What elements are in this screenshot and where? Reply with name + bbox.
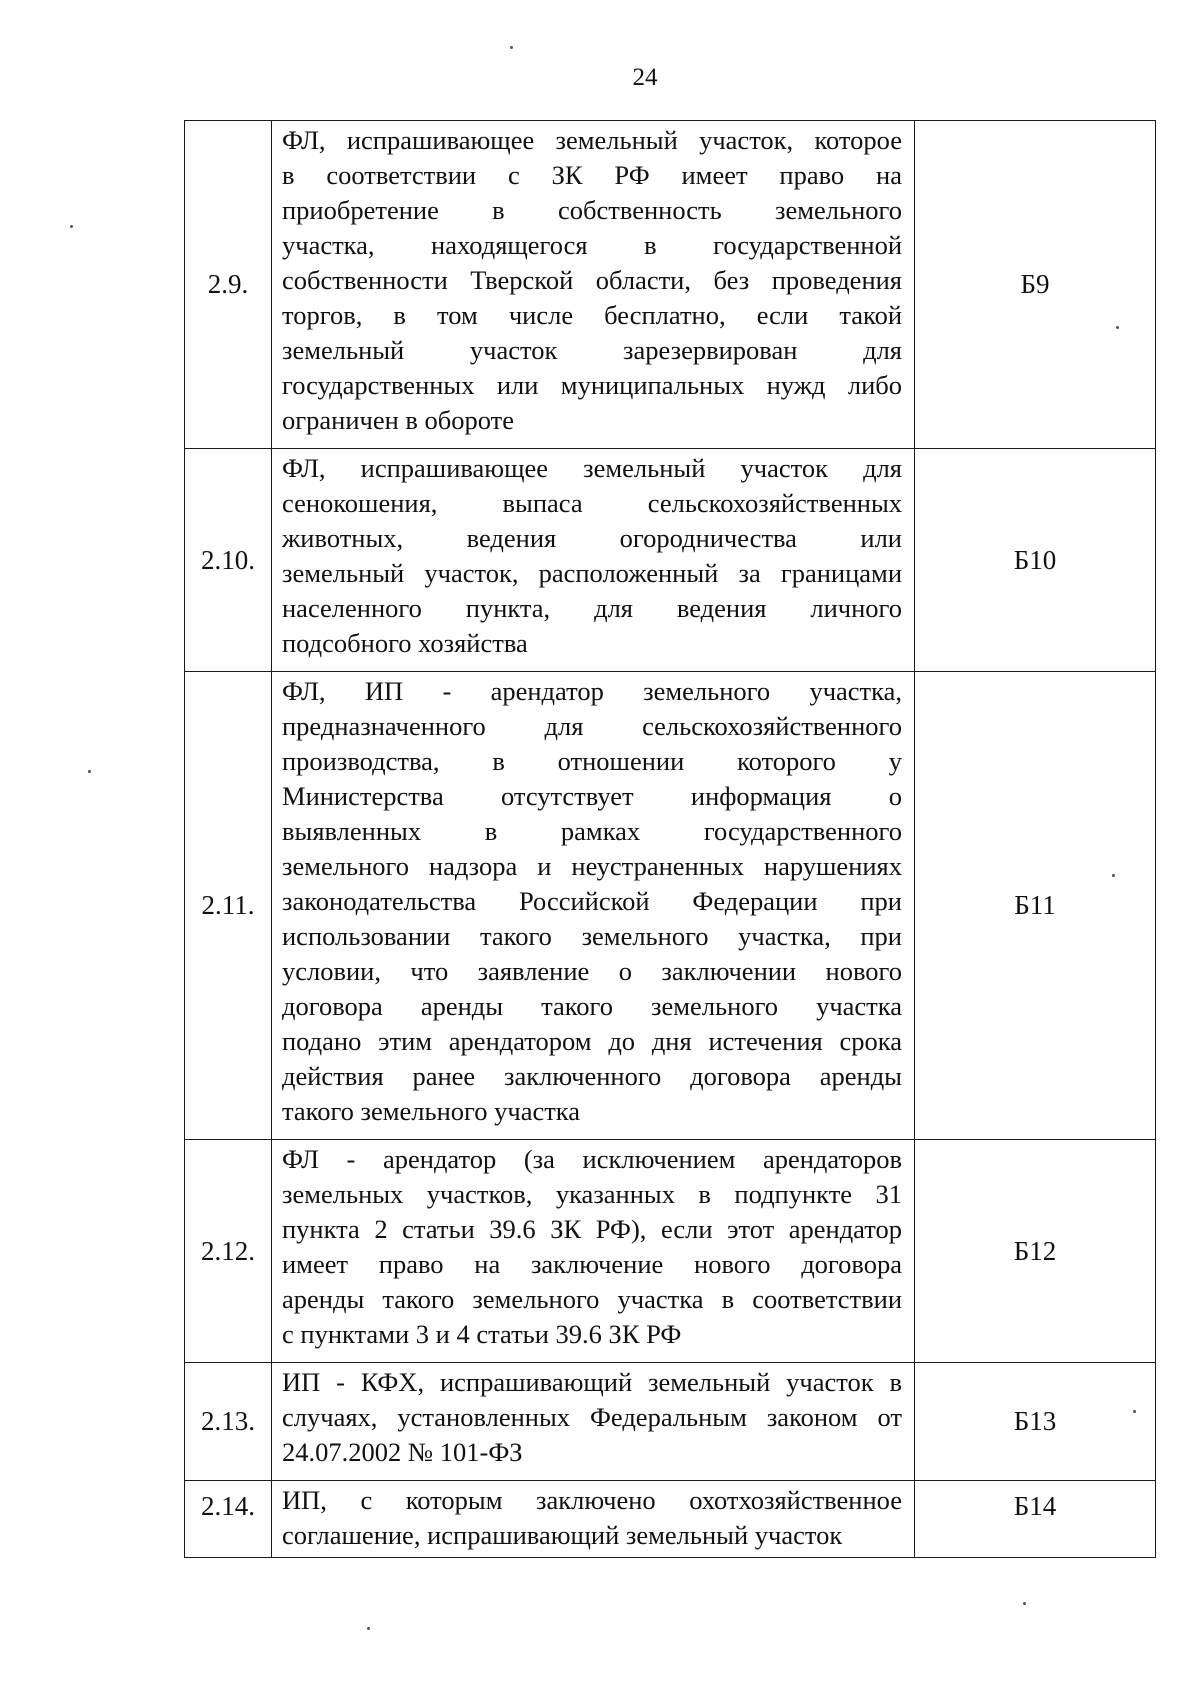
table-row bbox=[185, 121, 1156, 449]
description-line: ИП, с которым заключено охотхозяйственное bbox=[282, 1485, 902, 1515]
row-number: 2.9. bbox=[185, 121, 272, 449]
scan-speck bbox=[1116, 326, 1119, 329]
description-line: собственности Тверской области, без проведения bbox=[282, 265, 902, 295]
description-line: земельного надзора и неустраненных нарушениях bbox=[282, 851, 902, 881]
row-number: 2.11. bbox=[185, 672, 272, 1140]
scan-speck bbox=[510, 46, 513, 49]
description-line: предназначенного для сельскохозяйственного bbox=[282, 711, 902, 741]
table-row bbox=[185, 1363, 1156, 1481]
document-table bbox=[184, 120, 1156, 1558]
table-row bbox=[185, 1481, 1156, 1558]
row-number: 2.10. bbox=[185, 449, 272, 672]
description-line: ФЛ - арендатор (за исключением арендаторов bbox=[282, 1144, 902, 1174]
row-code: Б14 bbox=[915, 1481, 1156, 1558]
description-line: торгов, в том числе бесплатно, если такой bbox=[282, 300, 902, 330]
description-line: приобретение в собственность земельного bbox=[282, 195, 902, 225]
description-line: ФЛ, ИП - арендатор земельного участка, bbox=[282, 676, 902, 706]
description-line: 24.07.2002 № 101-ФЗ bbox=[282, 1437, 523, 1467]
scan-speck bbox=[1112, 874, 1115, 877]
scan-speck bbox=[1023, 1602, 1026, 1605]
description-line: Министерства отсутствует информация о bbox=[282, 781, 902, 811]
description-line: производства, в отношении которого у bbox=[282, 746, 902, 776]
description-line: выявленных в рамках государственного bbox=[282, 816, 902, 846]
description-line: сенокошения, выпаса сельскохозяйственных bbox=[282, 488, 902, 518]
description-line: подано этим арендатором до дня истечения срока bbox=[282, 1026, 902, 1056]
description-line: участка, находящегося в государственной bbox=[282, 230, 902, 260]
row-description bbox=[272, 1363, 915, 1481]
description-line: случаях, установленных Федеральным законом от bbox=[282, 1402, 902, 1432]
description-line: ФЛ, испрашивающее земельный участок, которое bbox=[282, 125, 902, 155]
row-description bbox=[272, 1481, 915, 1558]
row-code: Б9 bbox=[915, 121, 1156, 449]
description-line: имеет право на заключение нового договора bbox=[282, 1249, 902, 1279]
row-description bbox=[272, 449, 915, 672]
scan-speck bbox=[367, 1627, 370, 1630]
row-code: Б10 bbox=[915, 449, 1156, 672]
row-number: 2.14. bbox=[185, 1481, 272, 1558]
description-line: условии, что заявление о заключении нового bbox=[282, 956, 902, 986]
row-description bbox=[272, 121, 915, 449]
description-line: с пунктами 3 и 4 статьи 39.6 ЗК РФ bbox=[282, 1319, 682, 1349]
table-row bbox=[185, 672, 1156, 1140]
description-line: земельный участок, расположенный за границами bbox=[282, 558, 902, 588]
row-code: Б11 bbox=[915, 672, 1156, 1140]
description-line: ограничен в обороте bbox=[282, 405, 515, 435]
row-description bbox=[272, 1140, 915, 1363]
description-line: законодательства Российской Федерации при bbox=[282, 886, 902, 916]
scan-speck bbox=[70, 225, 73, 228]
description-line: пункта 2 статьи 39.6 ЗК РФ), если этот арендатор bbox=[282, 1214, 902, 1244]
description-line: животных, ведения огородничества или bbox=[282, 523, 902, 553]
description-line: подсобного хозяйства bbox=[282, 628, 528, 658]
description-line: договора аренды такого земельного участка bbox=[282, 991, 902, 1021]
page-number: 24 bbox=[632, 64, 658, 91]
description-line: земельных участков, указанных в подпункте 31 bbox=[282, 1179, 902, 1209]
description-line: в соответствии с ЗК РФ имеет право на bbox=[282, 160, 902, 190]
row-code: Б12 bbox=[915, 1140, 1156, 1363]
row-number: 2.12. bbox=[185, 1140, 272, 1363]
row-description bbox=[272, 672, 915, 1140]
scan-speck bbox=[1133, 1410, 1136, 1413]
description-line: земельный участок зарезервирован для bbox=[282, 335, 902, 365]
description-line: населенного пункта, для ведения личного bbox=[282, 593, 902, 623]
description-line: аренды такого земельного участка в соответствии bbox=[282, 1284, 902, 1314]
description-line: такого земельного участка bbox=[282, 1096, 581, 1126]
description-line: ИП - КФХ, испрашивающий земельный участок в bbox=[282, 1367, 902, 1397]
description-line: ФЛ, испрашивающее земельный участок для bbox=[282, 453, 902, 483]
description-line: государственных или муниципальных нужд либо bbox=[282, 370, 902, 400]
description-line: действия ранее заключенного договора аренды bbox=[282, 1061, 902, 1091]
row-code: Б13 bbox=[915, 1363, 1156, 1481]
row-number: 2.13. bbox=[185, 1363, 272, 1481]
scan-speck bbox=[88, 770, 91, 773]
description-line: использовании такого земельного участка, при bbox=[282, 921, 902, 951]
description-line: соглашение, испрашивающий земельный участок bbox=[282, 1520, 843, 1550]
table-row bbox=[185, 449, 1156, 672]
table-row bbox=[185, 1140, 1156, 1363]
